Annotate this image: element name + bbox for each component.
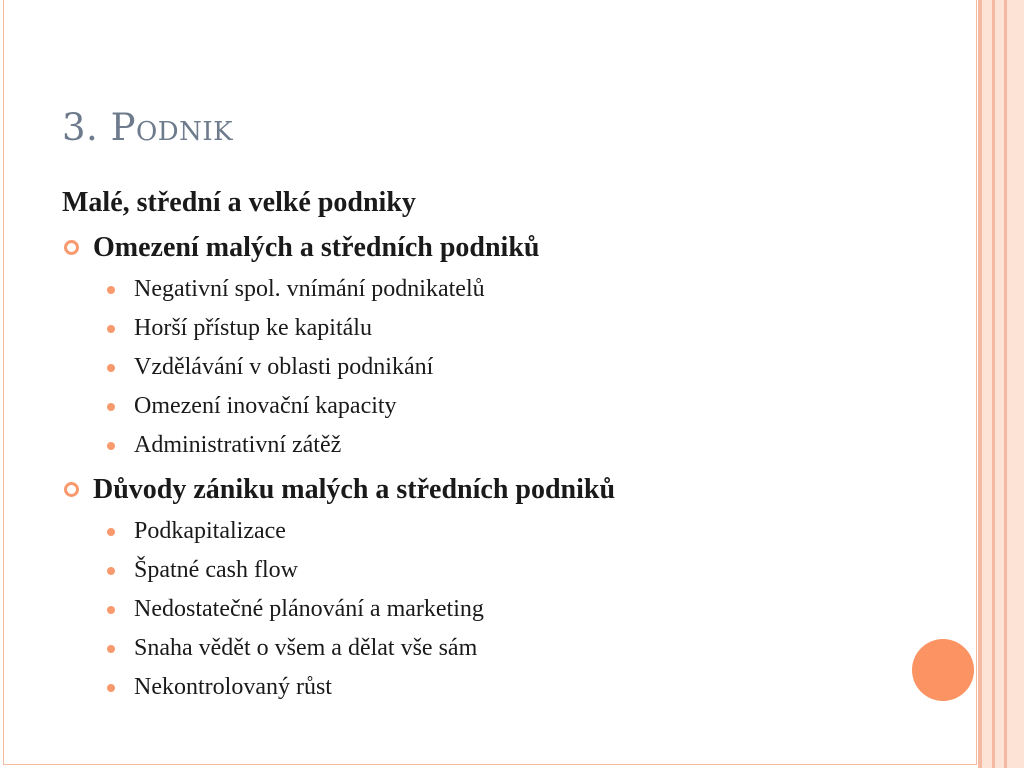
dot-bullet-icon bbox=[107, 645, 115, 653]
list-item-label: Špatné cash flow bbox=[134, 557, 298, 583]
list-item-label: Omezení inovační kapacity bbox=[134, 393, 397, 419]
dot-bullet-icon bbox=[107, 567, 115, 575]
list-item bbox=[62, 590, 942, 629]
list-item-label: Administrativní zátěž bbox=[134, 432, 342, 458]
ring-bullet-icon bbox=[64, 482, 79, 497]
slide-title: 3. Podnik bbox=[62, 106, 234, 149]
list-item bbox=[62, 387, 942, 426]
dot-bullet-icon bbox=[107, 364, 115, 372]
stripe bbox=[982, 0, 992, 768]
slide-heading: Malé, střední a velké podniky bbox=[62, 187, 416, 218]
stripe bbox=[1007, 0, 1024, 768]
dot-bullet-icon bbox=[107, 528, 115, 536]
section-label: Důvody zániku malých a středních podniků bbox=[93, 474, 616, 505]
stripe bbox=[995, 0, 1004, 768]
dot-bullet-icon bbox=[107, 606, 115, 614]
list-item-label: Nekontrolovaný růst bbox=[134, 674, 332, 700]
slide-content bbox=[62, 180, 942, 707]
list-item bbox=[62, 348, 942, 387]
dot-bullet-icon bbox=[107, 403, 115, 411]
ring-bullet-icon bbox=[64, 240, 79, 255]
list-item-label: Negativní spol. vnímání podnikatelů bbox=[134, 276, 485, 302]
dot-bullet-icon bbox=[107, 442, 115, 450]
section-heading bbox=[62, 467, 942, 512]
list-item bbox=[62, 629, 942, 668]
list-item bbox=[62, 668, 942, 707]
list-item-label: Snaha vědět o všem a dělat vše sám bbox=[134, 635, 478, 661]
dot-bullet-icon bbox=[107, 286, 115, 294]
list-item bbox=[62, 551, 942, 590]
list-item-label: Podkapitalizace bbox=[134, 518, 286, 544]
list-item bbox=[62, 426, 942, 465]
dot-bullet-icon bbox=[107, 325, 115, 333]
section-label: Omezení malých a středních podniků bbox=[93, 232, 540, 263]
list-item bbox=[62, 270, 942, 309]
section-heading bbox=[62, 225, 942, 270]
dot-bullet-icon bbox=[107, 684, 115, 692]
list-item-label: Nedostatečné plánování a marketing bbox=[134, 596, 484, 622]
list-item bbox=[62, 309, 942, 348]
list-item-label: Horší přístup ke kapitálu bbox=[134, 315, 372, 341]
list-item-label: Vzdělávání v oblasti podnikání bbox=[134, 354, 434, 380]
list-item bbox=[62, 512, 942, 551]
decorative-stripes bbox=[978, 0, 1024, 768]
